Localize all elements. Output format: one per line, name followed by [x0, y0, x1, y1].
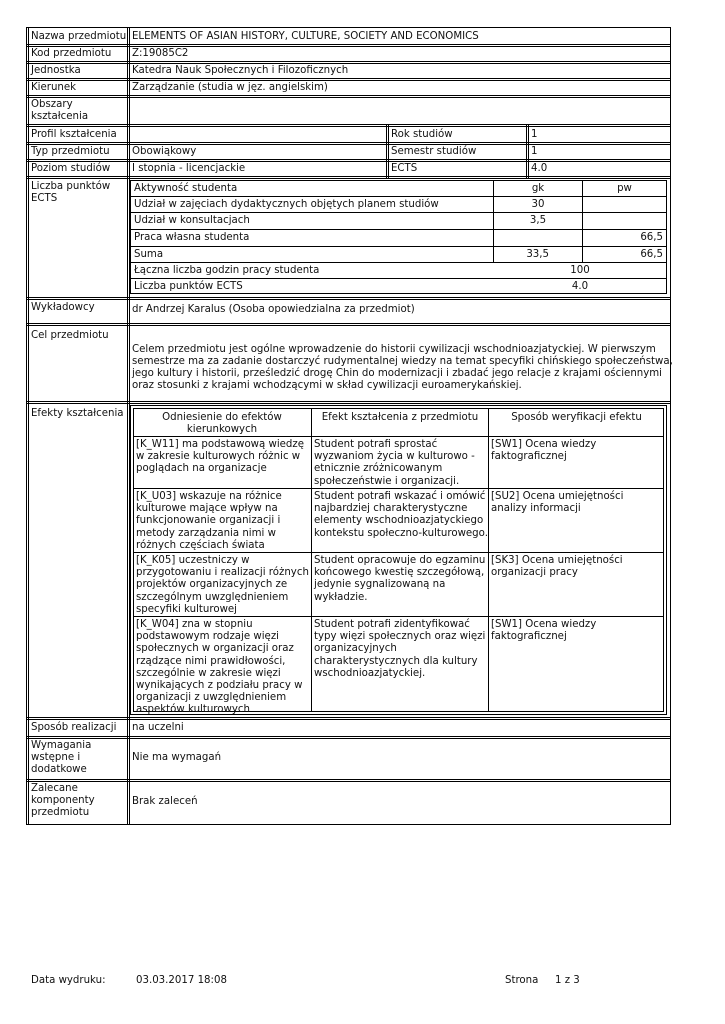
- ects-col-gk: gk: [531, 183, 545, 194]
- efekty-row-4-odniesienie: [136, 619, 302, 717]
- efekty-row-1-efekt: [314, 439, 475, 488]
- cell-line: społeczeństwie i organizacji.: [314, 475, 460, 487]
- ects-total-hours: 100: [570, 265, 590, 276]
- cel-line: semestrze ma za zadanie dostarczyć rudymentalnej wiedzy na temat specyfiki chińskiego społeczeństwa,: [132, 356, 673, 367]
- ects-suma-gk: 33,5: [526, 249, 549, 260]
- efekty-row-1-odniesienie: [136, 439, 304, 476]
- ects-konsultacje-gk: 3,5: [529, 215, 547, 226]
- header-efekt: Efekt kształcenia z przedmiotu: [321, 412, 479, 423]
- cell-line: charakterystycznych dla kultury: [314, 655, 478, 667]
- efekty-row-4-sposob: [491, 619, 596, 643]
- value-semestr: 1: [531, 146, 538, 157]
- cell-line: faktograficznej: [491, 451, 567, 463]
- cell-line: [SU2] Ocena umiejętności: [491, 491, 624, 502]
- header-odniesienie-line: Odniesienie do efektów: [162, 412, 282, 423]
- cell-line: aspektów kulturowych: [136, 704, 250, 716]
- label-kierunek: Kierunek: [31, 82, 77, 93]
- cell-line: etnicznie zróżnicowanym: [314, 463, 443, 475]
- label-rok: Rok studiów: [391, 129, 453, 140]
- cell-line: faktograficznej: [491, 631, 567, 643]
- ects-row-aktywnosc: Aktywność studenta: [134, 183, 238, 194]
- efekty-row-3-efekt: [314, 555, 485, 604]
- value-realizacja: na uczelni: [132, 722, 184, 733]
- ects-row-udzial: Udział w zajęciach dydaktycznych objętych planem studiów: [134, 199, 439, 210]
- footer-page-label: Strona: [505, 975, 539, 986]
- cell-line: [SW1] Ocena wiedzy: [491, 439, 597, 450]
- footer-page-number: 1 z 3: [555, 975, 580, 986]
- label-cel: Cel przedmiotu: [31, 330, 109, 341]
- label-obszary: Obszary kształcenia: [31, 99, 89, 123]
- label-ects: Liczba punktów ECTS: [31, 181, 111, 205]
- cell-line: typy więzi społecznych oraz więzi: [314, 631, 486, 643]
- footer-print-date: 03.03.2017 18:08: [136, 975, 227, 986]
- label-semestr: Semestr studiów: [391, 146, 477, 157]
- label-ects-small: ECTS: [391, 163, 418, 174]
- value-ects-small: 4.0: [531, 163, 548, 174]
- label-nazwa: Nazwa przedmiotu: [31, 31, 127, 42]
- cell-line: końcowego kwestię szczegółową,: [314, 567, 485, 579]
- value-jednostka: Katedra Nauk Społecznych i Filozoficznych: [132, 65, 349, 76]
- efekty-row-2-efekt: [314, 491, 488, 540]
- ects-row-praca: Praca własna studenta: [134, 232, 250, 243]
- header-sposob: Sposób weryfikacji efektu: [511, 412, 642, 423]
- efekty-row-1-sposob: [491, 439, 596, 463]
- cell-line: metody zarządzania nimi w: [136, 527, 276, 539]
- label-wykladowcy: Wykładowcy: [31, 302, 95, 313]
- cell-line: [K_W04] zna w stopniu: [136, 619, 253, 630]
- outer-frame-inner-left: [28, 27, 29, 825]
- cell-line: [K_K05] uczestniczy w: [136, 555, 250, 566]
- cell-line: organizacji pracy: [491, 567, 578, 579]
- cel-line: jego kultury i historii, prześledzić drogę Chin do modernizacji i zbadać jego relacje z krajami ościennymi: [132, 368, 663, 379]
- ects-row-suma: Suma: [134, 249, 164, 260]
- cell-line: [K_U03] wskazuje na różnice: [136, 491, 282, 502]
- cel-line: oraz stosunki z krajami wchodzącymi w skład cywilizacji euroamerykańskiej.: [132, 380, 522, 391]
- cell-line: [K_W11] ma podstawową wiedzę: [136, 439, 305, 450]
- value-kod: Z:19085C2: [132, 48, 189, 59]
- cell-line: elementy wschodnioazjatyckiego: [314, 515, 484, 527]
- cell-line: szczególnym uwzględnieniem: [136, 591, 289, 603]
- ects-points: 4.0: [571, 281, 589, 292]
- efekty-row-2-odniesienie: [136, 491, 282, 552]
- value-typ: Obowiąkowy: [132, 146, 197, 157]
- label-wymagania: Wymagania wstępne i dodatkowe: [31, 740, 92, 776]
- label-typ: Typ przedmiotu: [31, 146, 110, 157]
- cell-line: projektów organizacyjnych ze: [136, 579, 288, 591]
- cell-line: podstawowym rodzaje więzi: [136, 631, 279, 643]
- right-divider-a: [526, 124, 527, 178]
- header-odniesienie-line: kierunkowych: [186, 424, 258, 436]
- cell-line: przygotowaniu i realizacji różnych: [136, 567, 309, 579]
- cell-line: Student potrafi wskazać i omówić: [314, 491, 486, 502]
- header-odniesienie: [134, 412, 310, 436]
- ects-praca-pw: 66,5: [640, 232, 663, 243]
- footer-print-label: Data wydruku:: [31, 975, 106, 986]
- cell-line: Student opracowuje do egzaminu: [314, 555, 486, 566]
- value-rok: 1: [531, 129, 538, 140]
- cell-line: Student potrafi zidentyfikować: [314, 619, 470, 630]
- ects-total-hours-label: Łączna liczba godzin pracy studenta: [134, 265, 320, 276]
- cel-line: Celem przedmiotu jest ogólne wprowadzenie do historii cywilizacji wschodnioazjatyckiej. W pierwszym: [132, 344, 656, 355]
- cell-line: różnych częściach świata: [136, 539, 265, 551]
- cell-line: poglądach na organizacje: [136, 463, 267, 475]
- cell-line: kulturowe mające wpływ na: [136, 503, 278, 515]
- cell-line: najbardziej charakterystyczne: [314, 503, 468, 515]
- right-divider-b: [528, 124, 529, 178]
- label-column-divider-a: [127, 27, 128, 825]
- efekty-row-3-sposob: [491, 555, 623, 579]
- label-efekty: Efekty kształcenia: [31, 408, 124, 419]
- ects-suma-pw: 66,5: [640, 249, 663, 260]
- cell-line: funkcjonowanie organizacji i: [136, 515, 281, 527]
- cell-line: wschodnioazjatyckiej.: [314, 667, 426, 679]
- value-kierunek: Zarządzanie (studia w jęz. angielskim): [132, 82, 328, 93]
- mid-divider-a: [386, 124, 387, 178]
- efekty-row-2-sposob: [491, 491, 623, 515]
- label-profil: Profil kształcenia: [31, 129, 117, 140]
- cell-line: szczególnie w zakresie więzi: [136, 667, 281, 679]
- cell-line: [SK3] Ocena umiejętności: [491, 555, 623, 566]
- efekty-row-4-efekt: [314, 619, 485, 680]
- ects-col-pw: pw: [617, 183, 632, 194]
- value-nazwa: ELEMENTS OF ASIAN HISTORY, CULTURE, SOCIETY AND ECONOMICS: [132, 31, 479, 42]
- cell-line: specyfiki kulturowej: [136, 603, 238, 615]
- value-wykladowcy: dr Andrzej Karalus (Osoba opowiedzialna za przedmiot): [132, 304, 415, 315]
- ects-row-konsultacje: Udział w konsultacjach: [134, 215, 250, 226]
- mid-divider-b: [388, 124, 389, 178]
- value-poziom: I stopnia - licencjackie: [132, 163, 246, 174]
- cell-line: organizacyjnych: [314, 643, 397, 655]
- label-jednostka: Jednostka: [31, 65, 81, 76]
- label-zalecane: Zalecane komponenty przedmiotu: [31, 783, 95, 819]
- cell-line: w zakresie kulturowych różnic w: [136, 451, 301, 463]
- cell-line: kontekstu społeczno-kulturowego.: [314, 527, 488, 539]
- label-poziom: Poziom studiów: [31, 163, 111, 174]
- cell-line: organizacji z uwzględnieniem: [136, 692, 287, 704]
- cell-line: [SW1] Ocena wiedzy: [491, 619, 597, 630]
- value-wymagania: Nie ma wymagań: [132, 752, 222, 763]
- cell-line: wyzwaniom życia w kulturowo -: [314, 451, 475, 463]
- cell-line: Student potrafi sprostać: [314, 439, 438, 450]
- cell-line: analizy informacji: [491, 503, 581, 515]
- label-kod: Kod przedmiotu: [31, 48, 112, 59]
- cell-line: jedynie sygnalizowaną na: [314, 579, 446, 591]
- cell-line: społecznych w organizacji oraz: [136, 643, 294, 655]
- label-realizacja: Sposób realizacji: [31, 722, 117, 733]
- cell-line: rządzące nimi prawidłowości,: [136, 655, 286, 667]
- cell-line: wynikających z podziału pracy w: [136, 680, 303, 692]
- efekty-row-3-odniesienie: [136, 555, 309, 616]
- value-zalecane: Brak zaleceń: [132, 796, 198, 807]
- ects-udzial-gk: 30: [531, 199, 545, 210]
- ects-points-label: Liczba punktów ECTS: [134, 281, 243, 292]
- cell-line: wykładzie.: [314, 591, 368, 603]
